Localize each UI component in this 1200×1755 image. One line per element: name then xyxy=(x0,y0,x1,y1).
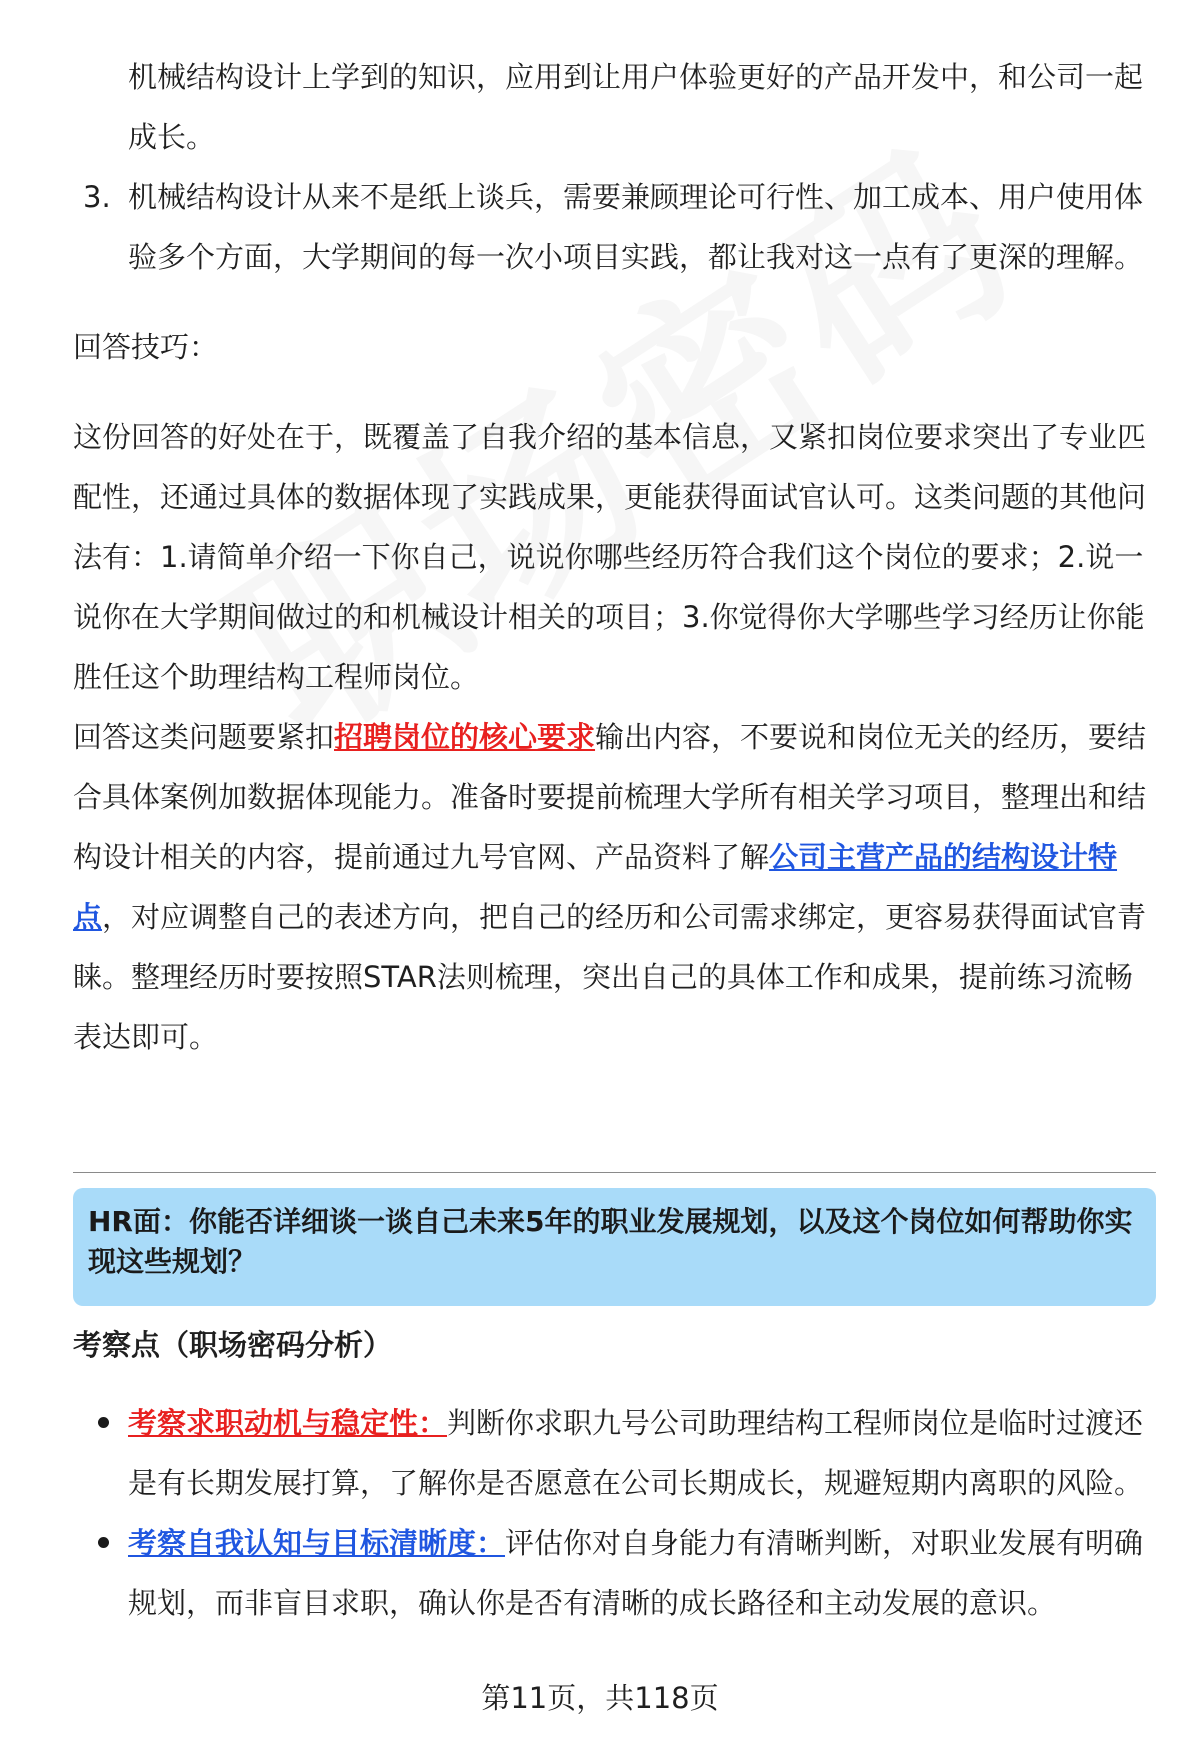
list-item-continuation xyxy=(128,47,1153,167)
list-item-3 xyxy=(83,167,1153,287)
highlight-core-requirements: 招聘岗位的核心要求 xyxy=(334,720,596,754)
tips-text-part-2: 输出内容，不要说和岗位无关的经历，要结合具体案例加数据体现能力。准备时要提前梳理大学所有相关学习项目，整理出和结构设计相关的内容，提前通过九号官网、产品资料了解 xyxy=(73,720,1147,874)
list-item-continuation-text: 机械结构设计上学到的知识，应用到让用户体验更好的产品开发中，和公司一起成长。 xyxy=(128,60,1144,154)
answer-tips-label: 回答技巧： xyxy=(73,330,219,364)
analysis-item-title: 考察求职动机与稳定性： xyxy=(128,1406,448,1440)
hr-question-box xyxy=(73,1188,1156,1306)
analysis-item-title: 考察自我认知与目标清晰度： xyxy=(128,1526,506,1560)
tips-text-part-3: ，对应调整自己的表述方向，把自己的经历和公司需求绑定，更容易获得面试官青睐。整理经历时要按照STAR法则梳理，突出自己的具体工作和成果，提前练习流畅表达即可。 xyxy=(73,900,1147,1054)
analysis-heading: 考察点（职场密码分析） xyxy=(73,1328,393,1362)
analysis-item-motivation xyxy=(73,1393,1156,1513)
analysis-list xyxy=(73,1393,1156,1633)
bullet-dot-icon xyxy=(98,1417,109,1428)
page-number-footer: 第11页，共118页 xyxy=(481,1681,719,1715)
list-number: 3. xyxy=(83,180,111,214)
analysis-item-self-awareness xyxy=(73,1513,1156,1633)
list-item-text: 机械结构设计从来不是纸上谈兵，需要兼顾理论可行性、加工成本、用户使用体验多个方面，大学期间的每一次小项目实践，都让我对这一点有了更深的理解。 xyxy=(128,180,1144,274)
document-page xyxy=(73,0,1153,1620)
tips-paragraph-2 xyxy=(73,707,1153,1067)
bullet-dot-icon xyxy=(98,1537,109,1548)
analysis-item-text: 判断你求职九号公司助理结构工程师岗位是临时过渡还是有长期发展打算，了解你是否愿意在公司长期成长，规避短期内离职的风险。 xyxy=(128,1406,1144,1500)
hr-question-text: HR面：你能否详细谈一谈自己未来5年的职业发展规划，以及这个岗位如何帮助你实现这些规划？ xyxy=(88,1205,1133,1278)
highlight-product-design-features: 公司主营产品的结构设计特点 xyxy=(73,840,1118,934)
tips-paragraph-1: 这份回答的好处在于，既覆盖了自我介绍的基本信息，又紧扣岗位要求突出了专业匹配性，还通过具体的数据体现了实践成果，更能获得面试官认可。这类问题的其他问法有：1.请简单介绍一下你自己，说说你哪些经历符合我们这个岗位的要求；2.说一说你在大学期间做过的和机械设计相关的项目；3.你觉得你大学哪些学习经历让你能胜任这个助理结构工程师岗位。 xyxy=(73,420,1147,694)
section-divider xyxy=(73,1172,1156,1173)
analysis-item-text: 评估你对自身能力有清晰判断，对职业发展有明确规划，而非盲目求职，确认你是否有清晰的成长路径和主动发展的意识。 xyxy=(128,1526,1144,1620)
tips-text-part-1: 回答这类问题要紧扣 xyxy=(73,720,335,754)
